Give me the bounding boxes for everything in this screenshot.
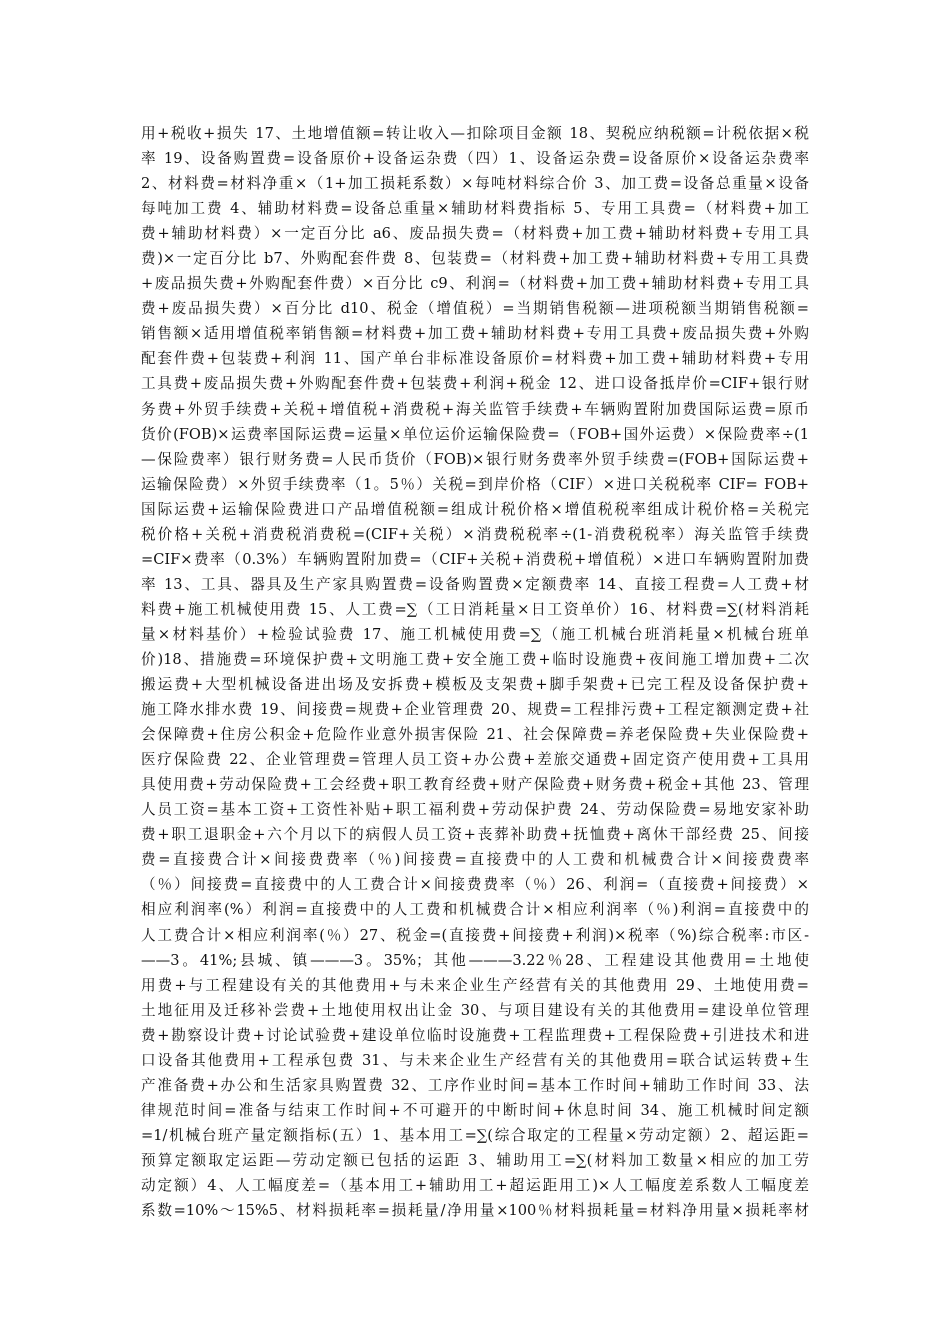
text-line: 搬运费+大型机械设备进出场及安拆费+模板及支架费+脚手架费+已完工程及设备保护费+ [141, 676, 809, 694]
text-line: （％）间接费=直接费中的人工费合计×间接费费率（％）26、利润=（直接费+间接费）× [141, 876, 809, 894]
text-line: 费+职工退职金+六个月以下的病假人员工资+丧葬补助费+抚恤费+离休干部经费 25、间接 [141, 826, 809, 844]
text-line: 价)18、措施费=环境保护费+文明施工费+安全施工费+临时设施费+夜间施工增加费+二次 [141, 650, 809, 668]
text-line: 费+废品损失费）×百分比 d10、税金（增值税）=当期销售税额—进项税额当期销售税额= [141, 300, 809, 318]
text-line: 量×材料基价）+检验试验费 17、施工机械使用费=∑（施工机械台班消耗量×机械台班单 [141, 625, 809, 643]
text-line: 配套件费+包装费+利润 11、国产单台非标准设备原价=材料费+加工费+辅助材料费+专用 [141, 350, 809, 368]
text-line: 医疗保险费 22、企业管理费=管理人员工资+办公费+差旅交通费+固定资产使用费+工具用 [141, 751, 809, 769]
text-line: 土地征用及迁移补尝费+土地使用权出让金 30、与项目建设有关的其他费用=建设单位管理 [141, 1001, 809, 1019]
text-line: —保险费率）银行财务费=人民币货价（FOB)×银行财务费率外贸手续费=(FOB+国际运费+ [141, 450, 809, 468]
text-line: 具使用费+劳动保险费+工会经费+职工教育经费+财产保险费+财务费+税金+其他 23、管理 [141, 776, 809, 794]
text-line: 施工降水排水费 19、间接费=规费+企业管理费 20、规费=工程排污费+工程定额测定费+社 [141, 701, 809, 719]
text-line: 预算定额取定运距—劳动定额已包括的运距 3、辅助用工=∑(材料加工数量×相应的加工劳 [141, 1151, 809, 1169]
text-line: 费=直接费合计×间接费费率（％)间接费=直接费中的人工费和机械费合计×间接费费率 [141, 851, 809, 869]
text-line: 系数=10%～15%5、材料损耗率=损耗量/净用量×100％材料损耗量=材料净用量×损耗率材 [141, 1202, 809, 1220]
text-line: 用费+与工程建设有关的其他费用+与未来企业生产经营有关的其他费用 29、土地使用费= [141, 976, 809, 994]
text-line: 费)×一定百分比 b7、外购配套件费 8、包装费=（材料费+加工费+辅助材料费+专用工具费 [141, 250, 809, 268]
text-line: 产准备费+办公和生活家具购置费 32、工序作业时间=基本工作时间+辅助工作时间 33、法 [141, 1076, 809, 1094]
text-line: 税价格+关税+消费税消费税=(CIF+关税）×消费税税率÷(1-消费税税率）海关监管手续费 [141, 525, 809, 543]
text-line: =CIF×费率（0.3%）车辆购置附加费=（CIF+关税+消费税+增值税）×进口车辆购置附加费 [141, 550, 809, 568]
text-line: 工具费+废品损失费+外购配套件费+包装费+利润+税金 12、进口设备抵岸价=CIF+银行财 [141, 375, 809, 393]
text-line: 费+辅助材料费）×一定百分比 a6、废品损失费=（材料费+加工费+辅助材料费+专用工具 [141, 225, 809, 243]
text-line: 口设备其他费用+工程承包费 31、与未来企业生产经营有关的其他费用=联合试运转费+生 [141, 1051, 809, 1069]
text-line: 动定额）4、人工幅度差=（基本用工+辅助用工+超运距用工)×人工幅度差系数人工幅度差 [141, 1176, 809, 1194]
text-line: 费+勘察设计费+讨论试验费+建设单位临时设施费+工程监理费+工程保险费+引进技术和进 [141, 1026, 809, 1044]
text-line: ——3。41%;县城、镇———3。35%；其他———3.22％28、工程建设其他费用=土地使 [141, 951, 809, 969]
text-line: 货价(FOB)×运费率国际运费=运量×单位运价运输保险费=（FOB+国外运费）×保险费率÷(1 [141, 425, 809, 443]
text-line: 销售额×适用增值税率销售额=材料费+加工费+辅助材料费+专用工具费+废品损失费+外购 [141, 325, 809, 343]
text-line: 率 13、工具、器具及生产家具购置费=设备购置费×定额费率 14、直接工程费=人工费+材 [141, 575, 809, 593]
text-line: 相应利润率(%）利润=直接费中的人工费和机械费合计×相应利润率（％)利润=直接费中的 [141, 901, 809, 919]
text-line: 2、材料费=材料净重×（1+加工损耗系数）×每吨材料综合价 3、加工费=设备总重量×设备 [141, 175, 809, 193]
text-line: =1/机械台班产量定额指标(五）1、基本用工=∑(综合取定的工程量×劳动定额）2、超运距= [141, 1126, 809, 1144]
text-line: 料费+施工机械使用费 15、人工费=∑（工日消耗量×日工资单价）16、材料费=∑(材料消耗 [141, 600, 809, 618]
text-line: 务费+外贸手续费+关税+增值税+消费税+海关监管手续费+车辆购置附加费国际运费=原币 [141, 400, 809, 418]
text-line: 用+税收+损失 17、土地增值额=转让收入—扣除项目金额 18、契税应纳税额=计税依据×税 [141, 125, 809, 142]
text-line: 每吨加工费 4、辅助材料费=设备总重量×辅助材料费指标 5、专用工具费=（材料费+加工 [141, 200, 809, 218]
text-line: 人员工资=基本工资+工资性补贴+职工福利费+劳动保护费 24、劳动保险费=易地安家补助 [141, 801, 809, 819]
text-line: 国际运费+运输保险费进口产品增值税额=组成计税价格×增值税税率组成计税价格=关税完 [141, 500, 809, 518]
text-line: 人工费合计×相应利润率(％）27、税金=(直接费+间接费+利润)×税率（%)综合税率:市区- [141, 926, 809, 944]
text-line: +废品损失费+外购配套件费）×百分比 c9、利润=（材料费+加工费+辅助材料费+专用工具 [141, 275, 809, 293]
text-line: 律规范时间=准备与结束工作时间+不可避开的中断时间+休息时间 34、施工机械时间定额 [141, 1101, 809, 1119]
text-line: 会保障费+住房公积金+危险作业意外损害保险 21、社会保障费=养老保险费+失业保险费+ [141, 726, 809, 744]
text-line: 率 19、设备购置费=设备原价+设备运杂费（四）1、设备运杂费=设备原价×设备运杂费率 [141, 150, 809, 168]
body-text [141, 121, 809, 1223]
text-line: 运输保险费）×外贸手续费率（1。5％）关税=到岸价格（CIF）×进口关税税率 CIF= FOB+ [141, 475, 809, 493]
